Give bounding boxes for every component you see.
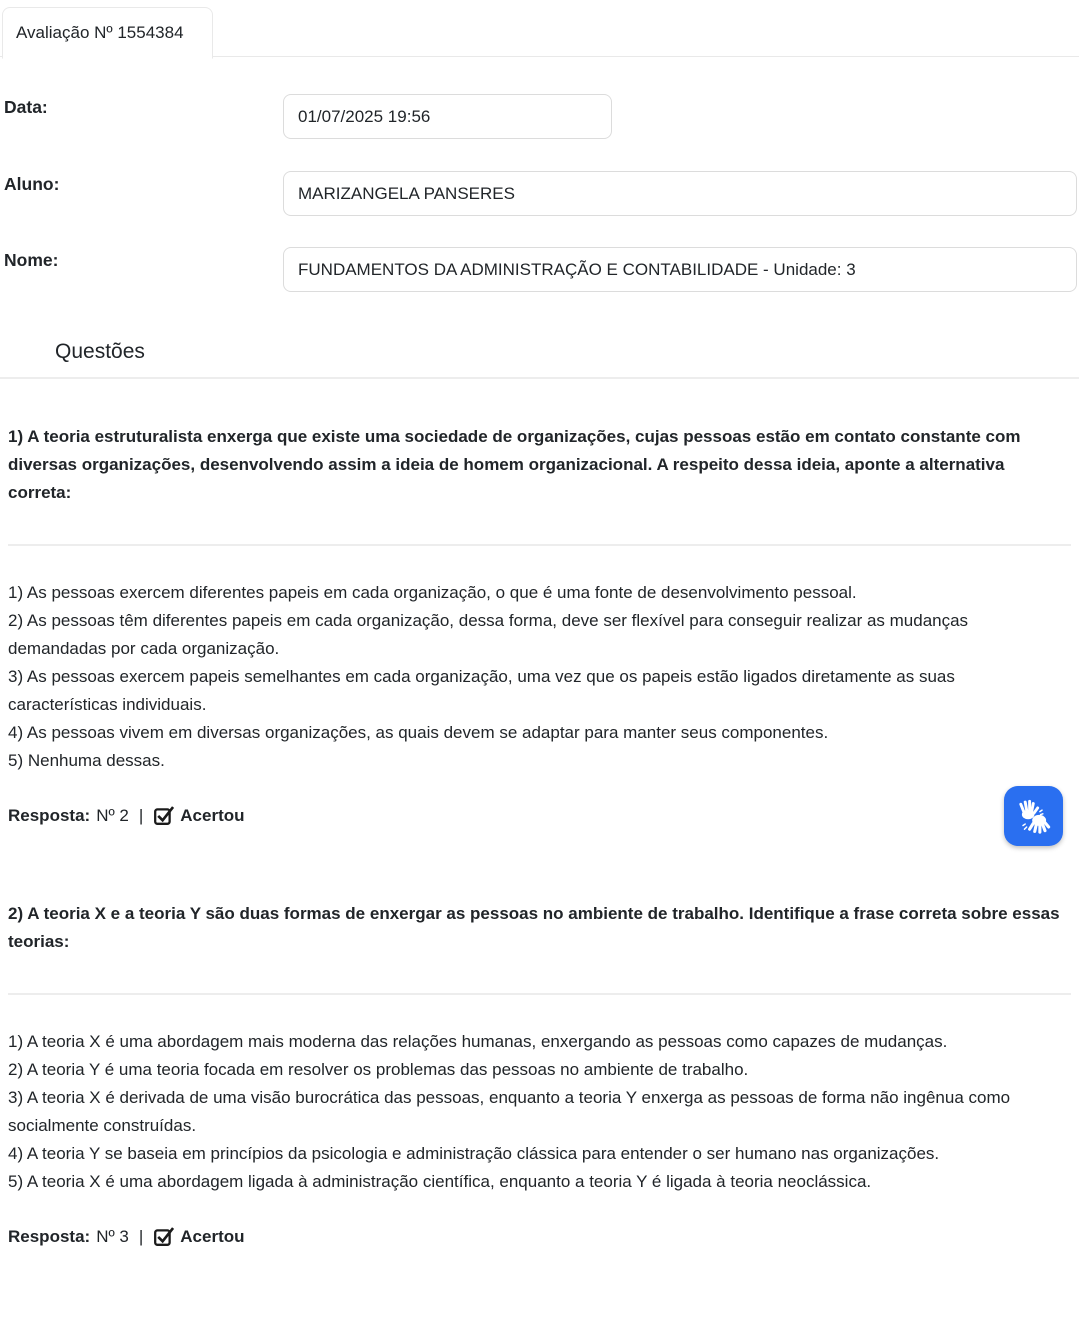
option-1: 1) A teoria X é uma abordagem mais moderna das relações humanas, enxergando as pessoas como capazes de mudanças. — [8, 1032, 948, 1051]
section-title: Questões — [55, 340, 145, 363]
option-5: 5) Nenhuma dessas. — [8, 751, 165, 770]
option-3: 3) A teoria X é derivada de uma visão burocrática das pessoas, enquanto a teoria Y enxerga as pessoas de forma não ingênua como socialmente construídas. — [8, 1088, 1011, 1135]
tab-bar — [0, 0, 1079, 57]
options-list — [8, 1028, 1071, 1196]
assessment-form — [0, 94, 1079, 292]
date-label: Data: — [4, 97, 48, 117]
date-input[interactable] — [283, 94, 612, 139]
option-1: 1) As pessoas exercem diferentes papeis em cada organização, o que é uma fonte de desenvolvimento pessoal. — [8, 583, 857, 602]
sign-language-hands-icon — [1012, 794, 1056, 838]
student-value: MARIZANGELA PANSERES — [298, 183, 515, 203]
option-2: 2) As pessoas têm diferentes papeis em cada organização, dessa forma, deve ser flexível para conseguir realizar as mudanças demandadas por cada organização. — [8, 611, 969, 658]
option-5: 5) A teoria X é uma abordagem ligada à administração científica, enquanto a teoria Y é ligada à teoria neoclássica. — [8, 1172, 872, 1191]
questions-section-header — [0, 340, 1079, 379]
option-3: 3) As pessoas exercem papeis semelhantes em cada organização, uma vez que os papeis estão ligados diretamente as suas características individuais. — [8, 667, 955, 714]
accessibility-handtalk-button[interactable] — [1004, 786, 1063, 846]
question-statement: 1) A teoria estruturalista enxerga que existe uma sociedade de organizações, cujas pessoas estão em contato constante com diversas organizações, desenvolvendo assim a ideia de homem organizacional. A respeito dessa ideia, aponte a alternativa correta: — [8, 427, 1021, 502]
option-4: 4) As pessoas vivem em diversas organizações, as quais devem se adaptar para manter seus componentes. — [8, 723, 829, 742]
answer-value: Nº 2 — [96, 806, 129, 825]
date-value: 01/07/2025 19:56 — [298, 106, 431, 126]
question-2 — [8, 900, 1071, 1251]
pipe-separator: | — [138, 1227, 144, 1246]
option-4: 4) A teoria Y se baseia em princípios da psicologia e administração clássica para entender o ser humano nas organizações. — [8, 1144, 940, 1163]
statement-divider — [8, 993, 1071, 995]
questions-list — [0, 423, 1079, 1251]
check-square-icon — [153, 805, 174, 826]
answer-label: Resposta: — [8, 806, 91, 825]
question-1 — [8, 423, 1071, 830]
student-label: Aluno: — [4, 174, 60, 194]
check-square-icon — [153, 1226, 174, 1247]
answer-label: Resposta: — [8, 1227, 91, 1246]
question-statement: 2) A teoria X e a teoria Y são duas formas de enxergar as pessoas no ambiente de trabalho. Identifique a frase correta sobre essas teorias: — [8, 904, 1060, 951]
option-2: 2) A teoria Y é uma teoria focada em resolver os problemas das pessoas no ambiente de trabalho. — [8, 1060, 749, 1079]
result-text: Acertou — [180, 806, 245, 825]
answer-row — [8, 802, 1071, 830]
form-row-data — [4, 94, 1079, 139]
tab-avaliacao[interactable]: Avaliação Nº 1554384 — [2, 7, 213, 59]
result-text: Acertou — [180, 1227, 245, 1246]
answer-row — [8, 1223, 1071, 1251]
course-input[interactable] — [283, 247, 1077, 292]
pipe-separator: | — [138, 806, 144, 825]
answer-value: Nº 3 — [96, 1227, 129, 1246]
options-list — [8, 579, 1071, 775]
statement-divider — [8, 544, 1071, 546]
course-label: Nome: — [4, 250, 59, 270]
form-row-aluno — [4, 171, 1079, 216]
student-input[interactable] — [283, 171, 1077, 216]
form-row-nome — [4, 247, 1079, 292]
course-value: FUNDAMENTOS DA ADMINISTRAÇÃO E CONTABILIDADE - Unidade: 3 — [298, 259, 856, 279]
